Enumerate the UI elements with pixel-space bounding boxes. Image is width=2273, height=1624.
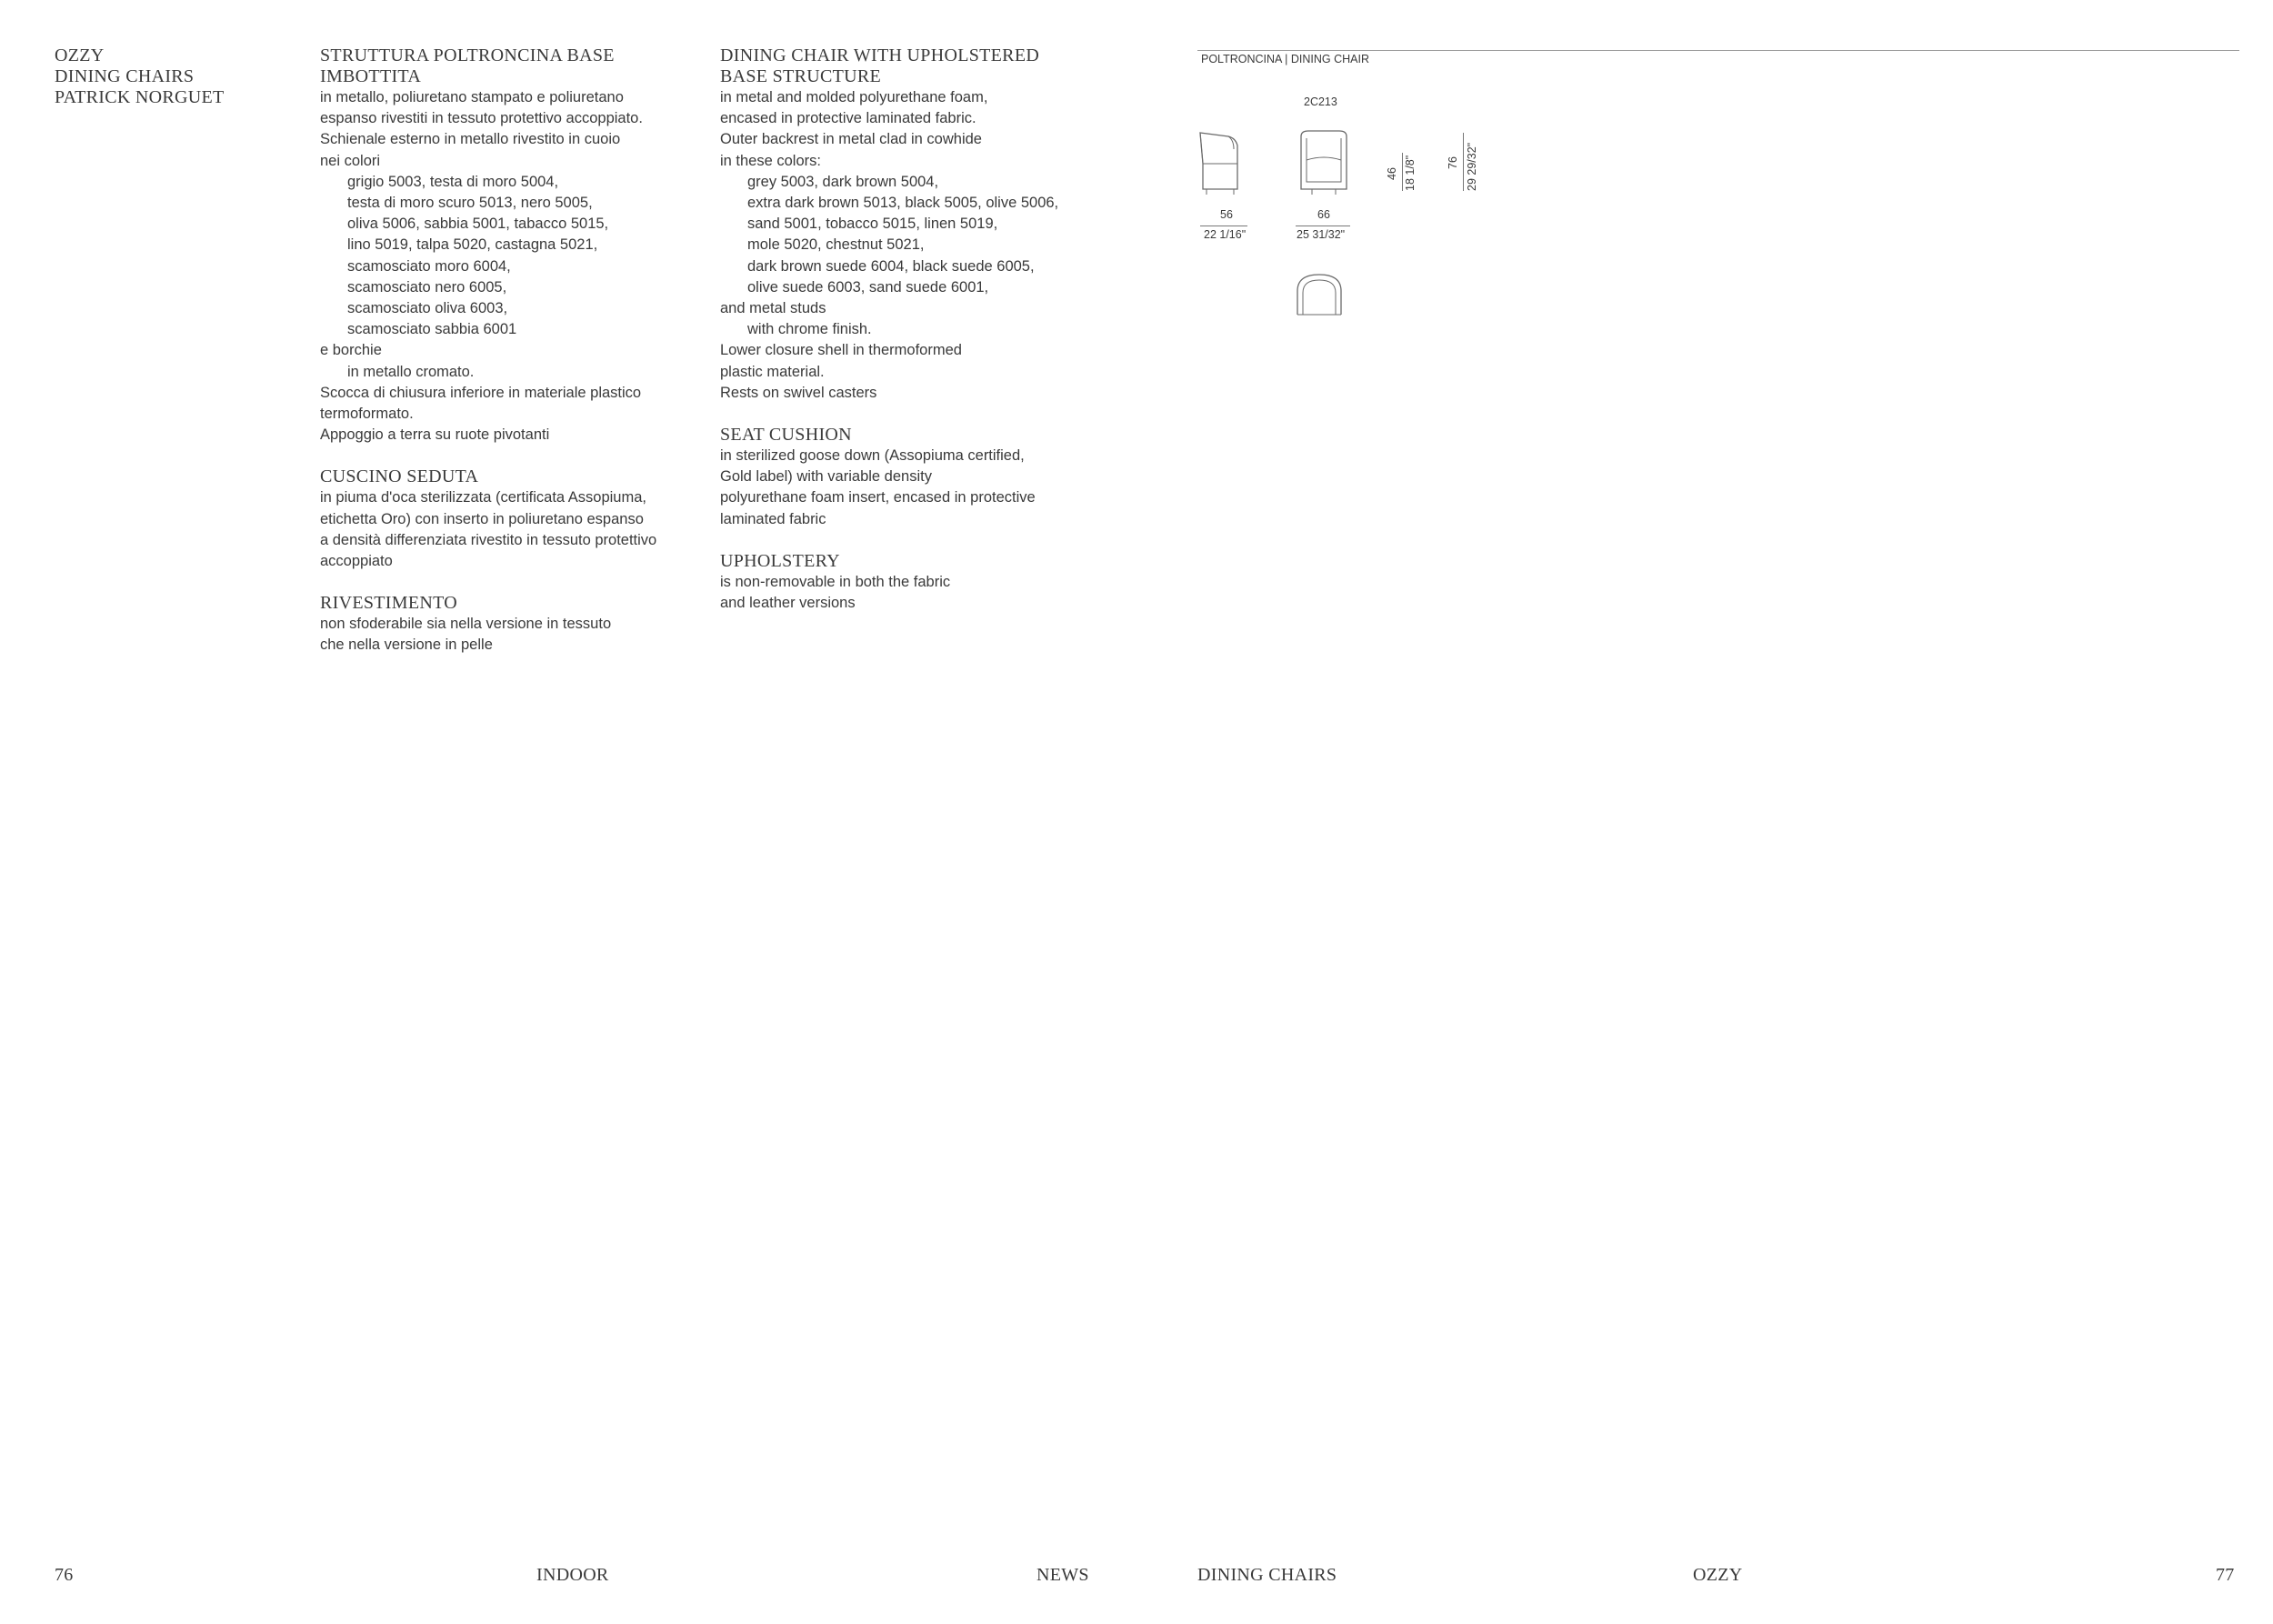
text-line: scamosciato oliva 6003, [347, 300, 508, 317]
text-line: Outer backrest in metal clad in cowhide [720, 131, 982, 148]
text-line: and leather versions [720, 595, 856, 612]
text-line: in metal and molded polyurethane foam, [720, 89, 988, 105]
page-number-left: 76 [55, 1565, 74, 1585]
depth-cm: 56 [1220, 208, 1233, 221]
product-category: DINING CHAIRS [55, 66, 195, 86]
spec-section-label: POLTRONCINA | DINING CHAIR [1201, 53, 1369, 65]
text-line: etichetta Oro) con inserto in poliuretano espanso [320, 510, 644, 527]
product-header [55, 45, 225, 108]
top-rule [1197, 50, 2239, 51]
text-line: Gold label) with variable density [720, 468, 932, 486]
text-line: Schienale esterno in metallo rivestito in cuoio [320, 131, 621, 148]
text-line: is non-removable in both the fabric [720, 573, 951, 590]
text-line: in sterilized goose down (Assopiuma certified, [720, 447, 1025, 465]
page-number-right: 77 [2216, 1565, 2235, 1585]
top-view-drawing [1294, 271, 1345, 318]
text-line: che nella versione in pelle [320, 637, 493, 654]
text-line: grey 5003, dark brown 5004, [747, 173, 939, 190]
width-in: 25 31/32" [1297, 228, 1346, 241]
it-upholstery-title: RIVESTIMENTO [320, 593, 458, 614]
it-structure-text [320, 87, 656, 446]
en-cushion-text [720, 446, 1058, 530]
it-upholstery-text [320, 614, 656, 656]
text-line: non sfoderabile sia nella versione in tessuto [320, 616, 612, 633]
it-cushion-title: CUSCINO SEDUTA [320, 466, 479, 487]
text-line: Lower closure shell in thermoformed [720, 342, 962, 359]
seat-height-divider [1402, 153, 1403, 191]
front-view-drawing [1294, 127, 1354, 196]
it-cushion-text [320, 487, 656, 572]
footer-section: INDOOR [536, 1565, 609, 1585]
text-line: Rests on swivel casters [720, 384, 877, 401]
text-line: testa di moro scuro 5013, nero 5005, [347, 195, 593, 212]
text-line: polyurethane foam insert, encased in protective [720, 489, 1036, 506]
text-line: laminated fabric [720, 510, 826, 527]
product-name: OZZY [55, 45, 105, 65]
text-line: in these colors: [720, 152, 821, 169]
text-line: dark brown suede 6004, black suede 6005, [747, 257, 1035, 275]
text-line: nei colori [320, 152, 381, 169]
seat-height-in: 18 1/8" [1404, 155, 1417, 191]
model-code: 2C213 [1304, 95, 1337, 108]
text-line: in piuma d'oca sterilizzata (certificata Assopiuma, [320, 489, 646, 506]
text-line: scamosciato nero 6005, [347, 278, 507, 296]
en-upholstery-title: UPHOLSTERY [720, 550, 840, 571]
italian-description [320, 45, 656, 657]
text-line: lino 5019, talpa 5020, castagna 5021, [347, 236, 598, 254]
text-line: grigio 5003, testa di moro 5004, [347, 173, 559, 190]
text-line: Appoggio a terra su ruote pivotanti [320, 426, 550, 444]
footer-product: OZZY [1693, 1565, 1743, 1585]
text-line: accoppiato [320, 553, 393, 570]
width-cm: 66 [1317, 208, 1330, 221]
text-line: oliva 5006, sabbia 5001, tabacco 5015, [347, 216, 609, 233]
text-line: scamosciato moro 6004, [347, 257, 511, 275]
side-view-drawing [1196, 127, 1250, 196]
text-line: olive suede 6003, sand suede 6001, [747, 278, 989, 296]
footer-category: DINING CHAIRS [1197, 1565, 1337, 1585]
en-structure-title: DINING CHAIR WITH UPHOLSTERED BASE STRUCTURE [720, 45, 1040, 86]
seat-height-cm: 46 [1386, 167, 1398, 180]
depth-in: 22 1/16" [1204, 228, 1247, 241]
height-divider [1463, 133, 1464, 191]
en-structure-text [720, 87, 1058, 404]
text-line: with chrome finish. [747, 321, 872, 338]
text-line: mole 5020, chestnut 5021, [747, 236, 925, 254]
text-line: scamosciato sabbia 6001 [347, 321, 517, 338]
text-line: Scocca di chiusura inferiore in materiale plastico [320, 384, 642, 401]
text-line: termoformato. [320, 406, 414, 423]
en-upholstery-text [720, 572, 1058, 614]
text-line: and metal studs [720, 300, 826, 317]
text-line: in metallo cromato. [347, 363, 475, 380]
text-line: plastic material. [720, 363, 825, 380]
text-line: e borchie [320, 342, 382, 359]
height-cm: 76 [1447, 156, 1459, 169]
text-line: espanso rivestiti in tessuto protettivo accoppiato. [320, 110, 643, 127]
product-designer: PATRICK NORGUET [55, 87, 225, 107]
footer-tag: NEWS [1036, 1565, 1089, 1585]
en-cushion-title: SEAT CUSHION [720, 425, 852, 446]
text-line: encased in protective laminated fabric. [720, 110, 976, 127]
text-line: in metallo, poliuretano stampato e poliuretano [320, 89, 624, 105]
english-description [720, 45, 1058, 614]
text-line: sand 5001, tobacco 5015, linen 5019, [747, 216, 998, 233]
text-line: extra dark brown 5013, black 5005, olive 5006, [747, 195, 1059, 212]
text-line: a densità differenziata rivestito in tessuto protettivo [320, 531, 657, 548]
height-in: 29 29/32" [1466, 142, 1478, 191]
it-structure-title: STRUTTURA POLTRONCINA BASE IMBOTTITA [320, 45, 615, 86]
